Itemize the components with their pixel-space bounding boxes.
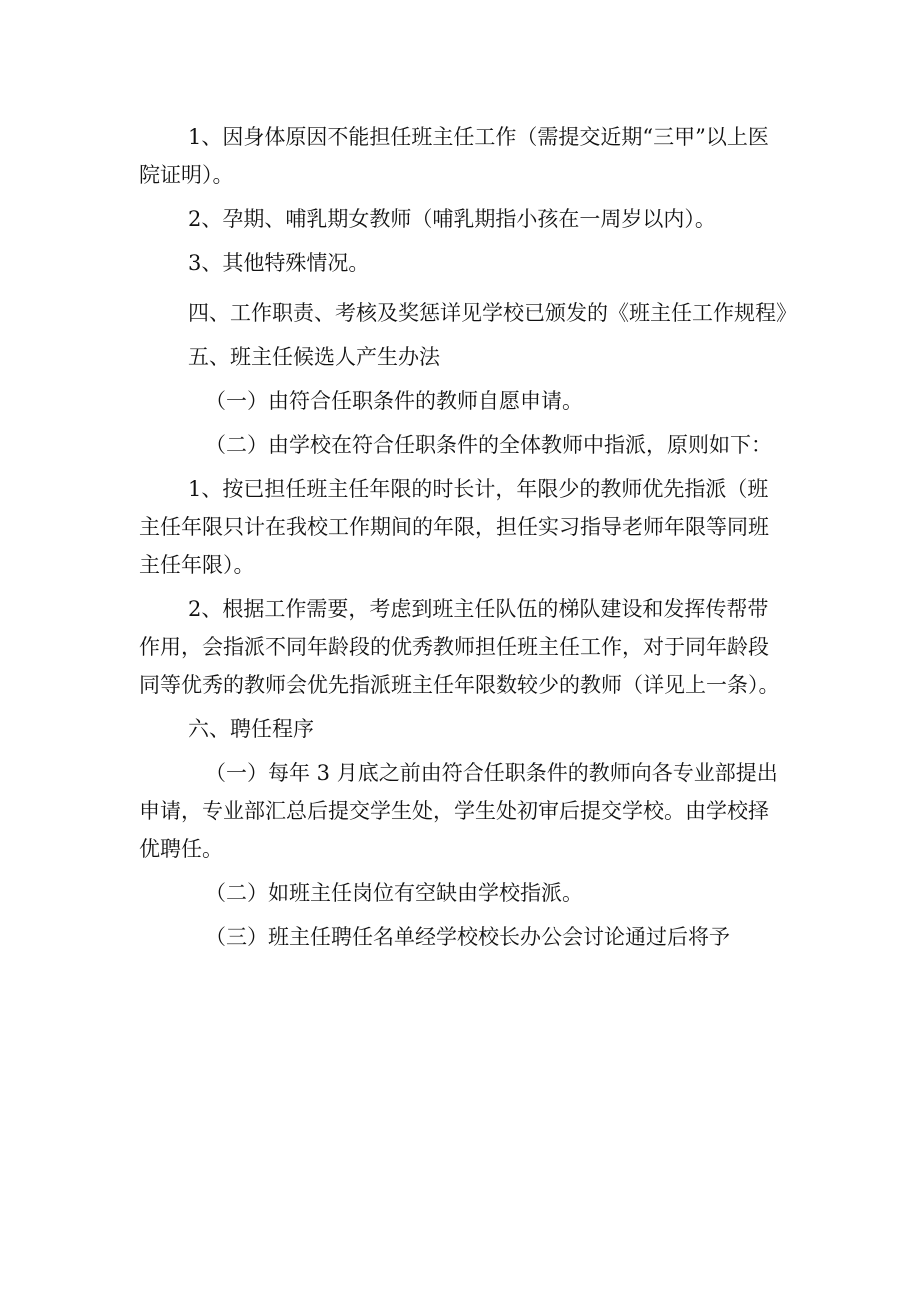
- document-body: [139, 118, 797, 962]
- section-6-item-2: （二）如班主任岗位有空缺由学校指派。: [205, 881, 583, 905]
- section-6-heading: 六、聘任程序: [188, 717, 314, 741]
- section-4-duties: 四、工作职责、考核及奖惩详见学校已颁发的《班主任工作规程》: [188, 301, 797, 325]
- section-5-item-2-rule-1: 1、按已担任班主任年限的时长计，年限少的教师优先指派（班主任年限只计在我校工作期间的年限，担任实习指导老师年限等同班主任年限）。: [139, 477, 769, 577]
- paragraph-condition-3: 3、其他特殊情况。: [188, 251, 370, 275]
- paragraph-condition-1: 1、因身体原因不能担任班主任工作（需提交近期“三甲”以上医院证明）。: [139, 125, 769, 187]
- section-5-item-2: （二）由学校在符合任职条件的全体教师中指派，原则如下：: [205, 433, 772, 457]
- section-5-item-1: （一）由符合任职条件的教师自愿申请。: [205, 389, 583, 413]
- paragraph-condition-2: 2、孕期、哺乳期女教师（哺乳期指小孩在一周岁以内）。: [188, 207, 716, 231]
- section-6-item-3: （三）班主任聘任名单经学校校长办公会讨论通过后将予: [205, 925, 730, 949]
- section-6-item-1: （一）每年 3 月底之前由符合任职条件的教师向各专业部提出申请，专业部汇总后提交学生处，学生处初审后提交学校。由学校择优聘任。: [139, 761, 778, 861]
- section-5-item-2-rule-2: 2、根据工作需要，考虑到班主任队伍的梯队建设和发挥传帮带作用，会指派不同年龄段的优秀教师担任班主任工作，对于同年龄段同等优秀的教师会优先指派班主任年限数较少的教师（详见上一条）。: [139, 597, 780, 697]
- section-5-heading: 五、班主任候选人产生办法: [188, 345, 440, 369]
